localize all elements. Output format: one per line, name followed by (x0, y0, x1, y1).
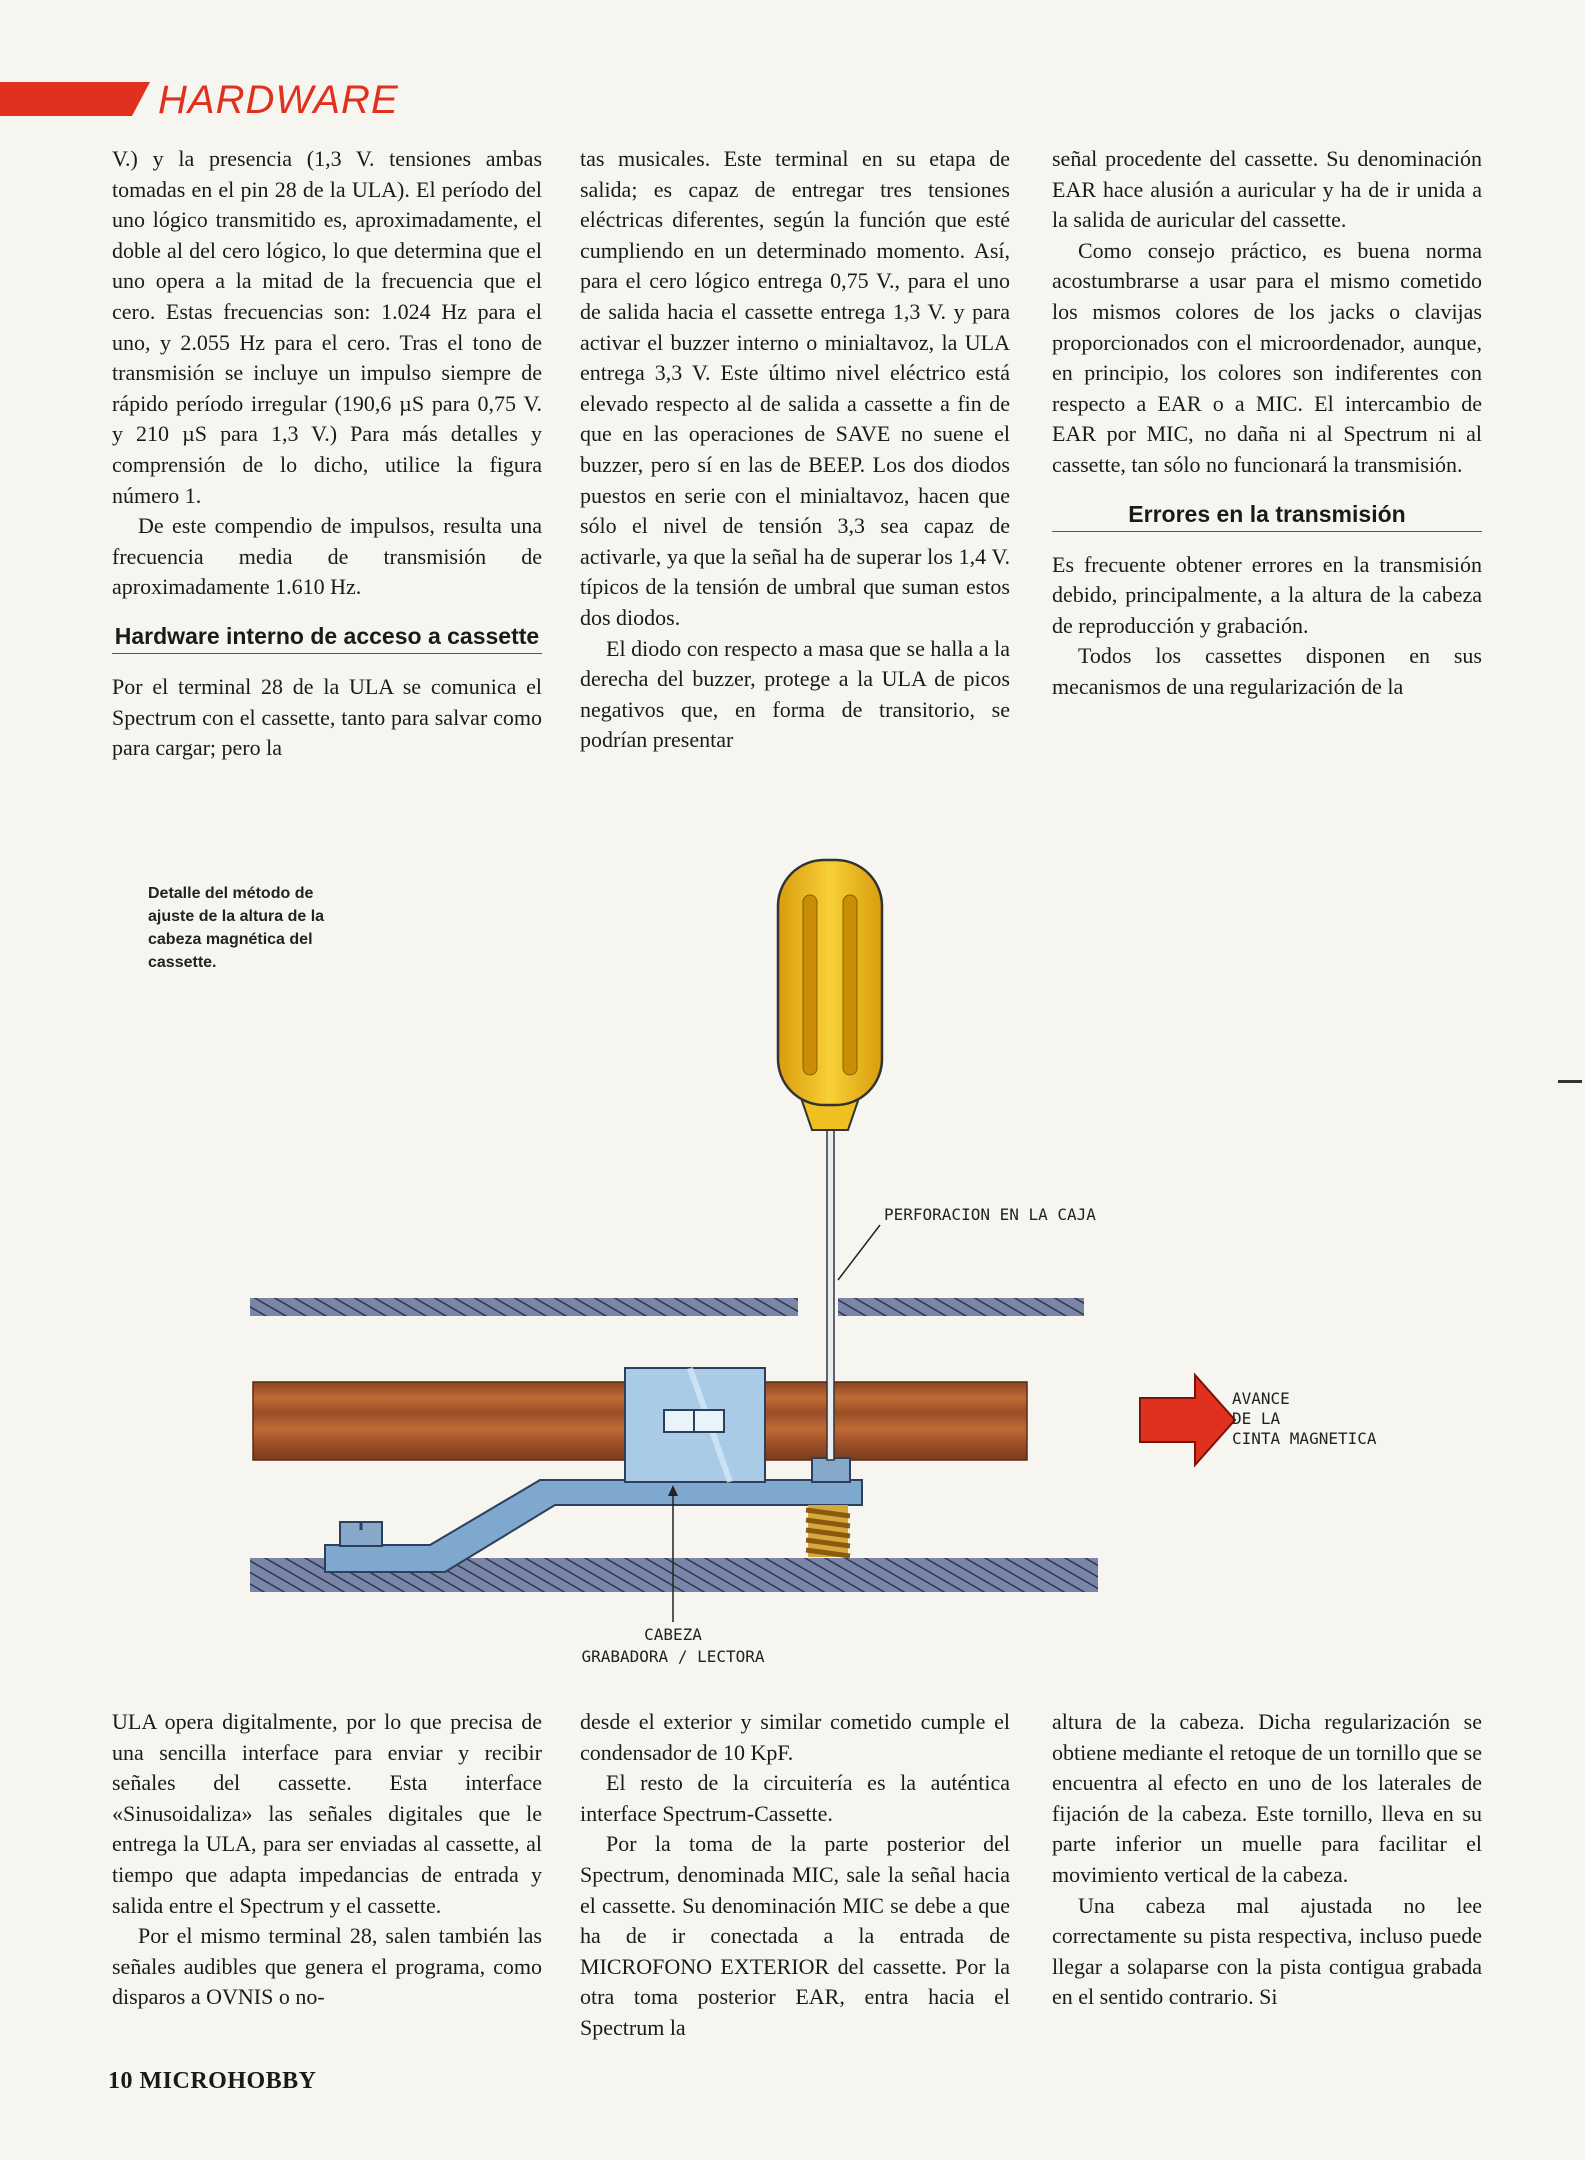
paragraph: tas musicales. Este terminal en su etapa de salida; es capaz de entregar tres tensiones eléctricas diferentes, según la función que esté cumpliendo en un determinado momento. Así, para el cero lógico entrega 0,75 V., para el uno de salida hacia el cassette entrega 1,3 V. y para activar el buzzer interno o minialtavoz, la ULA entrega 3,3 V. Este último nivel eléctrico está elevado respecto al de salida a cassette a fin de que en las operaciones de SAVE no suene el buzzer, pero sí en las de BEEP. Los dos diodos puestos en serie con el minialtavoz, hacen que sólo el nivel de tensión 3,3 sea capaz de activarle, ya que la señal ha de superar los 1,4 V. típicos de la tensión de umbral que suman estos dos diodos. (580, 146, 1010, 630)
advance-arrow-icon (1140, 1375, 1235, 1465)
paragraph: De este compendio de impulsos, resulta una frecuencia media de transmisión de aproximadamente 1.610 Hz. (112, 513, 542, 600)
label-cabeza-1: CABEZA (644, 1625, 702, 1644)
case-top-right (838, 1298, 1084, 1316)
paragraph: Es frecuente obtener errores en la transmisión debido, principalmente, a la altura de la cabeza de reproducción y grabación. (1052, 551, 1482, 638)
paragraph: desde el exterior y similar cometido cumple el condensador de 10 KpF. (580, 1709, 1010, 1765)
figure-caption: Detalle del método de ajuste de la altura de la cabeza magnética del cassette. (148, 885, 325, 971)
paragraph: señal procedente del cassette. Su denominación EAR hace alusión a auricular y ha de ir unida a la salida de auricular del cassette. (1052, 146, 1482, 233)
subheading-hardware-interno: Hardware interno de acceso a cassette (112, 621, 542, 654)
paragraph: Como consejo práctico, es buena norma acostumbrarse a usar para el mismo cometido los mismos colores de los jacks o clavijas proporcionados con el microordenador, aunque, en principio, los colores son indiferentes con respecto a EAR o a MIC. El intercambio de EAR por MIC, no daña ni al Spectrum ni al cassette, tan sólo no funcionará la transmisión. (1052, 237, 1482, 477)
label-cabeza-2: GRABADORA / LECTORA (581, 1647, 765, 1666)
paragraph: Por el mismo terminal 28, salen también las señales audibles que genera el programa, como disparos a OVNIS o no- (112, 1923, 542, 2010)
cassette-head-figure (0, 840, 1585, 1670)
edge-mark (1558, 1080, 1582, 1083)
column-top-middle (580, 144, 1010, 756)
paragraph: El resto de la circuitería es la auténtica interface Spectrum-Cassette. (580, 1770, 1010, 1826)
paragraph: V.) y la presencia (1,3 V. tensiones ambas tomadas en el pin 28 de la ULA). El período del uno lógico transmitido es, aproximadamente, el doble al del cero lógico, lo que determina que el uno opera a la mitad de la frecuencia que el cero. Estas frecuencias son: 1.024 Hz para el uno, y 2.055 Hz para el cero. Tras el tono de transmisión se incluye un impulso siempre de rápido período irregular (190,6 µS para 0,75 V. y 210 µS para 1,3 V.) Para más detalles y comprensión de lo dicho, utilice la figura número 1. (112, 146, 542, 508)
label-avance-2: DE LA (1232, 1409, 1281, 1428)
column-top-right (1052, 144, 1482, 703)
paragraph: ULA opera digitalmente, por lo que precisa de una sencilla interface para enviar y recibir señales del cassette. Esta interface «Sinusoidaliza» las señales digitales que le entrega la ULA, para ser enviadas al cassette, al tiempo que adapta impedancias de entrada y salida entre el Spectrum y el cassette. (112, 1709, 542, 1918)
label-avance-3: CINTA MAGNETICA (1232, 1429, 1377, 1448)
paragraph: Todos los cassettes disponen en sus mecanismos de una regularización de la (1052, 643, 1482, 699)
paragraph: altura de la cabeza. Dicha regularización se obtiene mediante el retoque de un tornillo que se encuentra al efecto en uno de los laterales de fijación de la cabeza. Este tornillo, lleva en su parte inferior un muelle para facilitar el movimiento vertical de la cabeza. (1052, 1709, 1482, 1887)
paragraph: El diodo con respecto a masa que se halla a la derecha del buzzer, protege a la ULA de picos negativos que, en forma de transitorio, se podrían presentar (580, 635, 1010, 753)
spring-icon (806, 1505, 850, 1557)
label-avance-1: AVANCE (1232, 1389, 1290, 1408)
section-title: HARDWARE (158, 78, 399, 122)
adjust-screw-icon (812, 1458, 850, 1482)
subheading-errores: Errores en la transmisión (1052, 499, 1482, 532)
section-header (0, 78, 420, 128)
column-bottom-right (1052, 1707, 1482, 2013)
column-bottom-middle (580, 1707, 1010, 2044)
page-footer: 10 MICROHOBBY (108, 2068, 317, 2094)
section-accent-bar (0, 82, 150, 116)
case-top-left (250, 1298, 798, 1316)
label-perforacion: PERFORACION EN LA CAJA (884, 1205, 1096, 1224)
paragraph: Una cabeza mal ajustada no lee correctamente su pista respectiva, incluso puede llegar a solaparse con la pista contigua grabada en el sentido contrario. Si (1052, 1892, 1482, 2010)
column-top-left (112, 144, 542, 764)
screwdriver-icon (778, 860, 882, 1460)
paragraph: Por la toma de la parte posterior del Spectrum, denominada MIC, sale la señal hacia el cassette. Su denominación MIC se debe a que ha de ir conectada a la entrada de MICROFONO EXTERIOR del cassette. Por la otra toma posterior EAR, entra hacia el Spectrum la (580, 1831, 1010, 2040)
column-bottom-left (112, 1707, 542, 2013)
paragraph: Por el terminal 28 de la ULA se comunica el Spectrum con el cassette, tanto para salvar como para cargar; pero la (112, 673, 542, 761)
